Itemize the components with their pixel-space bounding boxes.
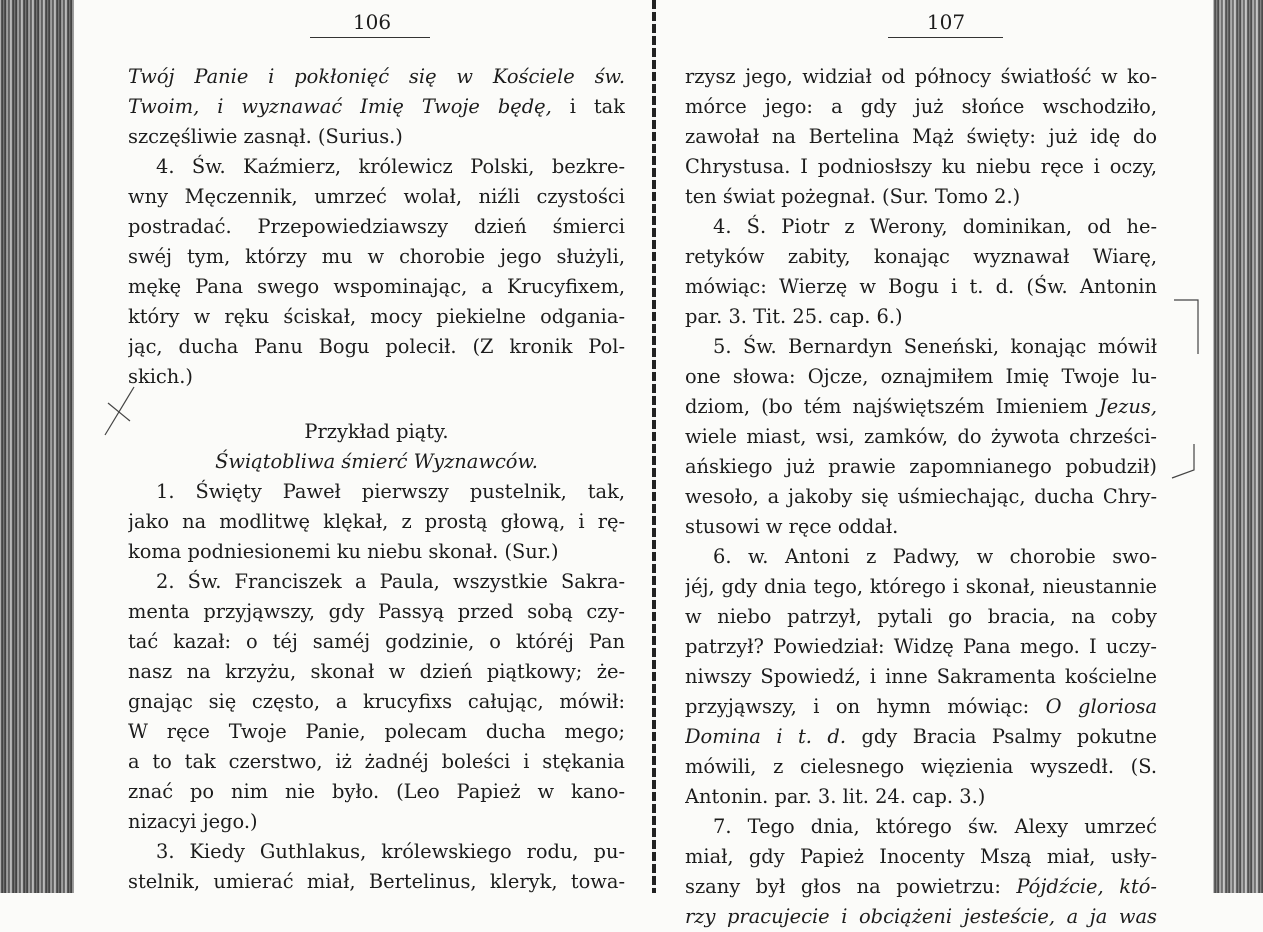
text-segment: 3. Kiedy Guthlakus, królewskiego rodu, pu- <box>156 840 625 863</box>
text-segment: Twój Panie i pokłonięć się w Kościele św. <box>128 65 625 88</box>
text-line <box>128 567 625 597</box>
text-line <box>685 392 1157 422</box>
page-number: 106 <box>352 10 392 34</box>
book-gutter <box>652 0 656 893</box>
text-segment: 1. Święty Paweł pierwszy pustelnik, tak, <box>156 480 625 503</box>
text-line <box>128 362 625 392</box>
text-segment: mówili, z cielesnego więzienia wyszedł. (S. <box>685 755 1157 778</box>
page-body <box>128 62 625 897</box>
text-line <box>685 152 1157 182</box>
text-segment: tać kazał: o téj saméj godzinie, o któréj Pan <box>128 630 625 653</box>
text-segment: szczęśliwie zasnął. (Surius.) <box>128 125 403 148</box>
text-segment: nasz na krzyżu, skonał w dzień piątkowy; że- <box>128 660 625 683</box>
text-line <box>685 272 1157 302</box>
text-segment: O gloriosa <box>1045 695 1157 718</box>
text-segment: wiele miast, wsi, zamków, do żywota chrześci- <box>685 425 1157 448</box>
text-segment: rzysz jego, widział od północy światłość w ko- <box>685 65 1157 88</box>
text-line <box>128 747 625 777</box>
text-segment: 5. Św. Bernardyn Seneński, konając mówił <box>713 335 1157 358</box>
text-segment: stelnik, umierać miał, Bertelinus, kleryk, towa- <box>128 870 625 893</box>
text-line <box>128 242 625 272</box>
page-body <box>685 62 1157 932</box>
text-segment: nizacyi jego.) <box>128 810 258 833</box>
text-line <box>128 777 625 807</box>
page-number-rule <box>310 37 430 38</box>
text-segment: rzy pracujecie i obciążeni jesteście, a ja was <box>685 905 1157 928</box>
scan-edge-right <box>1213 0 1263 893</box>
text-line <box>685 872 1157 902</box>
text-line <box>685 782 1157 812</box>
text-line <box>685 542 1157 572</box>
text-line <box>128 62 625 92</box>
text-segment: stusowi w ręce oddał. <box>685 515 899 538</box>
text-segment: Pójdźcie, któ- <box>1016 875 1157 898</box>
text-segment: patrzył? Powiedział: Widzę Pana mego. I uczy- <box>685 635 1157 658</box>
text-segment: jéj, gdy dnia tego, którego i skonał, nieustannie <box>685 575 1157 598</box>
text-segment: Domina i t. d. <box>685 725 846 748</box>
text-segment: 7. Tego dnia, którego św. Alexy umrzeć <box>713 815 1157 838</box>
text-segment: gnając się często, a krucyfixs całując, mówił: <box>128 690 625 713</box>
text-segment: wny Męczennik, umrzeć wolał, niźli czystości <box>128 185 625 208</box>
text-line <box>128 657 625 687</box>
text-line <box>128 717 625 747</box>
text-line <box>128 152 625 182</box>
text-segment: 2. Św. Franciszek a Paula, wszystkie Sakra- <box>156 570 625 593</box>
text-line <box>685 62 1157 92</box>
text-line <box>128 537 625 567</box>
text-line <box>685 512 1157 542</box>
text-line <box>685 92 1157 122</box>
text-segment: par. 3. Tit. 25. cap. 6.) <box>685 305 903 328</box>
section-subheading: Świątobliwa śmierć Wyznawców. <box>215 450 538 473</box>
page-number: 107 <box>926 10 966 34</box>
text-line <box>685 362 1157 392</box>
text-line <box>128 332 625 362</box>
text-segment: miał, gdy Papież Inocenty Mszą miał, usły- <box>685 845 1157 868</box>
text-segment: gdy Bracia Psalmy pokutne <box>845 725 1157 748</box>
text-segment: one słowa: Ojcze, oznajmiłem Imię Twoje lu- <box>685 365 1157 388</box>
text-line <box>128 302 625 332</box>
text-segment: Chrystusa. I podniosłszy ku niebu ręce i oczy, <box>685 155 1157 178</box>
text-segment: ten świat pożegnał. (Sur. Tomo 2.) <box>685 185 1021 208</box>
text-segment: menta przyjąwszy, gdy Passyą przed sobą czy- <box>128 600 625 623</box>
text-line <box>128 477 625 507</box>
text-line <box>128 507 625 537</box>
text-line <box>685 332 1157 362</box>
text-line <box>685 302 1157 332</box>
text-line <box>128 837 625 867</box>
text-line <box>685 692 1157 722</box>
text-line <box>685 422 1157 452</box>
text-line <box>128 807 625 837</box>
text-line <box>685 722 1157 752</box>
text-segment: przyjąwszy, i on hymn mówiąc: <box>685 695 1046 718</box>
text-block <box>685 62 1157 932</box>
text-segment: mękę Pana swego wspominając, a Krucyfixem, <box>128 275 625 298</box>
text-line <box>128 122 625 152</box>
text-segment: w niebo patrzył, pytali go bracia, na coby <box>685 605 1157 628</box>
text-line <box>128 212 625 242</box>
pencil-bracket-right <box>1168 294 1208 484</box>
text-block <box>128 477 625 897</box>
text-segment: niwszy Spowiedź, i inne Sakramenta kościelne <box>685 665 1157 688</box>
text-segment: swéj tym, którzy mu w chorobie jego służyli, <box>128 245 625 268</box>
text-line <box>685 662 1157 692</box>
text-line <box>685 812 1157 842</box>
text-line <box>685 842 1157 872</box>
scan-edge-left <box>0 0 74 893</box>
text-line <box>685 122 1157 152</box>
text-line <box>685 242 1157 272</box>
text-segment: jako na modlitwę klękał, z prostą głową, i rę- <box>128 510 625 533</box>
text-segment: Jezus, <box>1098 395 1157 418</box>
text-line <box>685 452 1157 482</box>
section-heading: Przykład piąty. <box>304 420 449 443</box>
text-line <box>685 572 1157 602</box>
text-segment: 4. Ś. Piotr z Werony, dominikan, od he- <box>713 215 1157 238</box>
text-line <box>685 632 1157 662</box>
text-segment: W ręce Twoje Panie, polecam ducha mego; <box>128 720 625 743</box>
text-segment: Twoim, i wyznawać Imię Twoje będę, <box>128 95 552 118</box>
text-segment: skich.) <box>128 365 193 388</box>
text-segment: a to tak czerstwo, iż żadnéj boleści i stękania <box>128 750 625 773</box>
text-segment: mórce jego: a gdy już słońce wschodziło, <box>685 95 1157 118</box>
text-line <box>685 752 1157 782</box>
text-segment: znać po nim nie było. (Leo Papież w kano- <box>128 780 625 803</box>
text-segment: postradać. Przepowiedziawszy dzień śmierci <box>128 215 625 238</box>
text-segment: szany był głos na powietrzu: <box>685 875 1017 898</box>
text-segment: 4. Św. Kaźmierz, królewicz Polski, bezkre- <box>156 155 625 178</box>
text-line <box>128 687 625 717</box>
text-segment: ańskiego już prawie zapomnianego pobudził) <box>685 455 1157 478</box>
text-line <box>128 597 625 627</box>
text-line <box>685 182 1157 212</box>
text-segment: 6. w. Antoni z Padwy, w chorobie swo- <box>713 545 1157 568</box>
text-line <box>685 602 1157 632</box>
text-line <box>685 902 1157 932</box>
text-segment: wesoło, a jakoby się uśmiechając, ducha Chry- <box>685 485 1157 508</box>
text-segment: retyków zabity, konając wyznawał Wiarę, <box>685 245 1157 268</box>
text-segment: dziom, (bo tém najświętszém Imieniem <box>685 395 1099 418</box>
text-line <box>128 272 625 302</box>
text-segment: Antonin. par. 3. lit. 24. cap. 3.) <box>685 785 986 808</box>
text-line <box>685 482 1157 512</box>
page-number-rule <box>888 37 1003 38</box>
text-segment: zawołał na Bertelina Mąż święty: już idę do <box>685 125 1157 148</box>
text-block <box>128 62 625 392</box>
text-line <box>685 212 1157 242</box>
text-segment: mówiąc: Wierzę w Bogu i t. d. (Św. Antonin <box>685 275 1157 298</box>
text-segment: koma podniesionemi ku niebu skonał. (Sur.) <box>128 540 559 563</box>
text-segment: który w ręku ściskał, mocy piekielne odgania- <box>128 305 625 328</box>
text-line <box>128 627 625 657</box>
text-segment: i tak <box>551 95 625 118</box>
text-segment: jąc, ducha Panu Bogu polecił. (Z kronik Pol- <box>128 335 625 358</box>
text-line <box>128 182 625 212</box>
text-line <box>128 92 625 122</box>
